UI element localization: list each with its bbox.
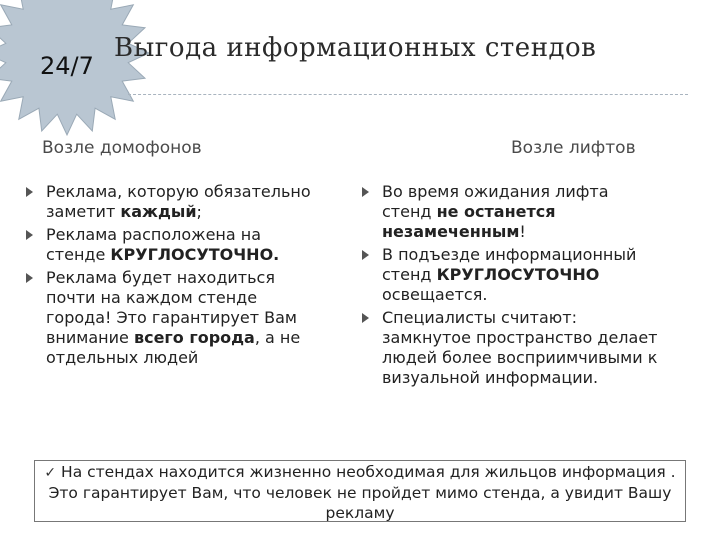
list-item (362, 308, 662, 388)
note-box (34, 460, 686, 522)
bullet-arrow-icon (26, 230, 33, 240)
list-item-text: Реклама, которую обязательно заметит (46, 182, 311, 221)
list-item-text: ; (196, 202, 202, 221)
bullet-arrow-icon (362, 187, 369, 197)
right-column-heading: Возле лифтов (511, 138, 636, 158)
list-item (26, 268, 316, 368)
list-item (362, 182, 662, 242)
list-item-text: Реклама будет находиться почти на каждом стенде города! Это гарантирует Вам внимание (46, 268, 297, 347)
page-title: Выгода информационных стендов (114, 33, 597, 63)
bullet-arrow-icon (362, 313, 369, 323)
list-item-text: Реклама расположена на стенде (46, 225, 262, 264)
list-item-text: , а не отдельных людей (46, 328, 301, 367)
left-bullet-list (26, 182, 316, 371)
list-item-text: Во время ожидания лифта стенд (382, 182, 609, 221)
list-item (26, 225, 316, 265)
note-text: На стендах находится жизненно необходимая для жильцов информация . Это гарантирует Вам, что человек не пройдет мимо стенда, а увидит Вашу рекламу (48, 463, 676, 522)
list-item-text: ! (519, 222, 526, 241)
list-item (26, 182, 316, 222)
list-item-text: не останется незамеченным (382, 202, 556, 241)
bullet-arrow-icon (26, 273, 33, 283)
list-item-text: КРУГЛОСУТОЧНО (436, 265, 600, 284)
bullet-arrow-icon (26, 187, 33, 197)
list-item-text: КРУГЛОСУТОЧНО. (110, 245, 280, 264)
list-item-text: освещается. (382, 285, 488, 304)
list-item-text: каждый (120, 202, 197, 221)
badge-label: 24/7 (40, 52, 94, 80)
list-item-text: всего города (133, 328, 255, 347)
left-column-heading: Возле домофонов (42, 138, 202, 158)
divider (128, 94, 688, 95)
list-item (362, 245, 662, 305)
bullet-arrow-icon (362, 250, 369, 260)
list-item-text: В подъезде информационный стенд (382, 245, 637, 284)
list-item-text: Специалисты считают: замкнутое пространство делает людей более восприимчивыми к визуальной информации. (382, 308, 658, 387)
right-bullet-list (362, 182, 662, 391)
checkmark-icon: ✓ (44, 465, 57, 481)
